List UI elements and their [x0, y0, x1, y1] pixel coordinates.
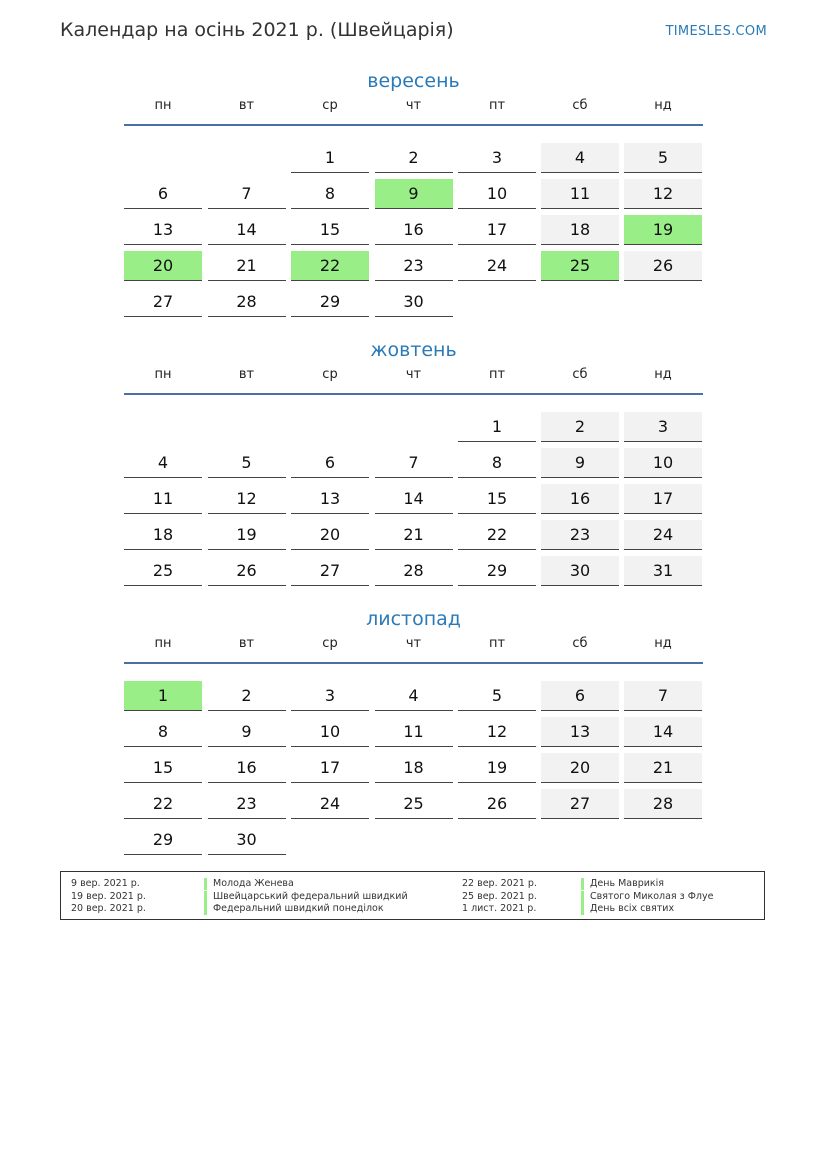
day-cell: 13 — [541, 717, 619, 747]
day-cell: 31 — [624, 556, 702, 586]
legend-holiday-name: Молода Женева — [204, 878, 294, 890]
day-cell: 16 — [375, 215, 453, 245]
day-cell: 13 — [291, 484, 369, 514]
weekday-header — [124, 636, 704, 654]
day-cell: 27 — [541, 789, 619, 819]
weekday-label: нд — [654, 98, 672, 113]
day-cell: 17 — [291, 753, 369, 783]
legend-date: 22 вер. 2021 р. — [462, 878, 537, 889]
weekday-label: пн — [154, 98, 172, 113]
day-cell: 13 — [124, 215, 202, 245]
holiday-day-cell: 19 — [624, 215, 702, 245]
day-cell: 3 — [458, 143, 536, 173]
day-cell: 14 — [375, 484, 453, 514]
day-cell: 12 — [208, 484, 286, 514]
day-cell: 6 — [124, 179, 202, 209]
day-cell: 5 — [458, 681, 536, 711]
day-cell: 8 — [291, 179, 369, 209]
day-cell: 9 — [208, 717, 286, 747]
month-title: вересень — [367, 70, 460, 92]
day-cell: 4 — [124, 448, 202, 478]
day-cell: 22 — [124, 789, 202, 819]
day-cell: 10 — [624, 448, 702, 478]
day-cell: 2 — [208, 681, 286, 711]
day-cell: 24 — [624, 520, 702, 550]
weekday-label: чт — [405, 636, 422, 651]
day-cell: 26 — [458, 789, 536, 819]
weekday-label: нд — [654, 367, 672, 382]
day-cell: 21 — [375, 520, 453, 550]
day-cell: 23 — [541, 520, 619, 550]
legend-date: 9 вер. 2021 р. — [71, 878, 140, 889]
day-cell: 25 — [124, 556, 202, 586]
weekday-label: пн — [154, 636, 172, 651]
day-cell: 28 — [624, 789, 702, 819]
page-title: Календар на осінь 2021 р. (Швейцарія) — [60, 19, 454, 41]
day-cell: 21 — [208, 251, 286, 281]
day-cell: 6 — [291, 448, 369, 478]
day-cell: 16 — [541, 484, 619, 514]
day-cell: 29 — [458, 556, 536, 586]
day-cell: 14 — [208, 215, 286, 245]
day-cell: 4 — [375, 681, 453, 711]
month-title: листопад — [366, 608, 461, 630]
day-cell: 23 — [375, 251, 453, 281]
day-cell: 1 — [458, 412, 536, 442]
header-divider — [124, 124, 703, 126]
weekday-label: вт — [238, 98, 255, 113]
legend-holiday-name: День всіх святих — [581, 903, 674, 915]
day-cell: 21 — [624, 753, 702, 783]
weekday-label: сб — [572, 636, 588, 651]
legend-holiday-name: Святого Миколая з Флуе — [581, 891, 713, 903]
day-cell: 7 — [624, 681, 702, 711]
day-cell: 5 — [624, 143, 702, 173]
day-cell: 24 — [458, 251, 536, 281]
weekday-label: нд — [654, 636, 672, 651]
day-cell: 19 — [458, 753, 536, 783]
day-cell: 28 — [375, 556, 453, 586]
weekday-label: пт — [488, 367, 506, 382]
day-cell: 14 — [624, 717, 702, 747]
day-cell: 8 — [458, 448, 536, 478]
day-cell: 18 — [541, 215, 619, 245]
legend-date: 25 вер. 2021 р. — [462, 890, 537, 902]
day-cell: 7 — [375, 448, 453, 478]
day-cell: 20 — [291, 520, 369, 550]
weekday-label: пт — [488, 98, 506, 113]
weekday-header — [124, 367, 704, 385]
weekday-label: вт — [238, 636, 255, 651]
day-cell: 30 — [541, 556, 619, 586]
holiday-day-cell: 22 — [291, 251, 369, 281]
day-cell: 8 — [124, 717, 202, 747]
holiday-day-cell: 20 — [124, 251, 202, 281]
day-cell: 4 — [541, 143, 619, 173]
day-cell: 19 — [208, 520, 286, 550]
day-cell: 26 — [624, 251, 702, 281]
legend-date: 20 вер. 2021 р. — [71, 903, 146, 914]
weekday-label: пт — [488, 636, 506, 651]
legend-date: 1 лист. 2021 р. — [462, 903, 537, 914]
day-cell: 7 — [208, 179, 286, 209]
day-cell: 11 — [541, 179, 619, 209]
day-cell: 20 — [541, 753, 619, 783]
day-cell: 15 — [124, 753, 202, 783]
day-cell: 16 — [208, 753, 286, 783]
day-cell: 29 — [291, 287, 369, 317]
legend-date: 19 вер. 2021 р. — [71, 890, 146, 902]
day-cell: 17 — [624, 484, 702, 514]
day-cell: 10 — [458, 179, 536, 209]
day-cell: 1 — [291, 143, 369, 173]
header-divider — [124, 393, 703, 395]
holiday-day-cell: 1 — [124, 681, 202, 711]
day-cell: 23 — [208, 789, 286, 819]
day-cell: 2 — [375, 143, 453, 173]
holiday-legend — [60, 871, 765, 920]
day-cell: 29 — [124, 825, 202, 855]
legend-holiday-name: День Маврикія — [581, 878, 664, 890]
weekday-label: вт — [238, 367, 255, 382]
day-cell: 30 — [375, 287, 453, 317]
weekday-label: ср — [322, 636, 338, 651]
day-cell: 6 — [541, 681, 619, 711]
weekday-label: ср — [322, 98, 338, 113]
weekday-label: ср — [322, 367, 338, 382]
day-cell: 12 — [458, 717, 536, 747]
day-cell: 18 — [375, 753, 453, 783]
day-cell: 26 — [208, 556, 286, 586]
day-cell: 22 — [458, 520, 536, 550]
day-cell: 28 — [208, 287, 286, 317]
site-link[interactable]: TIMESLES.COM — [665, 24, 767, 39]
legend-holiday-name: Швейцарський федеральний швидкий — [204, 891, 408, 903]
weekday-label: чт — [405, 367, 422, 382]
day-cell: 15 — [458, 484, 536, 514]
day-cell: 5 — [208, 448, 286, 478]
month-title: жовтень — [370, 339, 457, 361]
day-cell: 27 — [124, 287, 202, 317]
day-cell: 25 — [375, 789, 453, 819]
weekday-label: сб — [572, 98, 588, 113]
holiday-day-cell: 9 — [375, 179, 453, 209]
day-cell: 17 — [458, 215, 536, 245]
day-cell: 15 — [291, 215, 369, 245]
day-cell: 2 — [541, 412, 619, 442]
holiday-day-cell: 25 — [541, 251, 619, 281]
day-cell: 12 — [624, 179, 702, 209]
legend-holiday-name: Федеральний швидкий понеділок — [204, 903, 384, 915]
day-cell: 18 — [124, 520, 202, 550]
day-cell: 11 — [375, 717, 453, 747]
day-cell: 24 — [291, 789, 369, 819]
day-cell: 11 — [124, 484, 202, 514]
day-cell: 30 — [208, 825, 286, 855]
weekday-label: чт — [405, 98, 422, 113]
weekday-label: сб — [572, 367, 588, 382]
weekday-label: пн — [154, 367, 172, 382]
day-cell: 27 — [291, 556, 369, 586]
day-cell: 9 — [541, 448, 619, 478]
weekday-header — [124, 98, 704, 116]
header-divider — [124, 662, 703, 664]
day-cell: 3 — [624, 412, 702, 442]
day-cell: 10 — [291, 717, 369, 747]
day-cell: 3 — [291, 681, 369, 711]
